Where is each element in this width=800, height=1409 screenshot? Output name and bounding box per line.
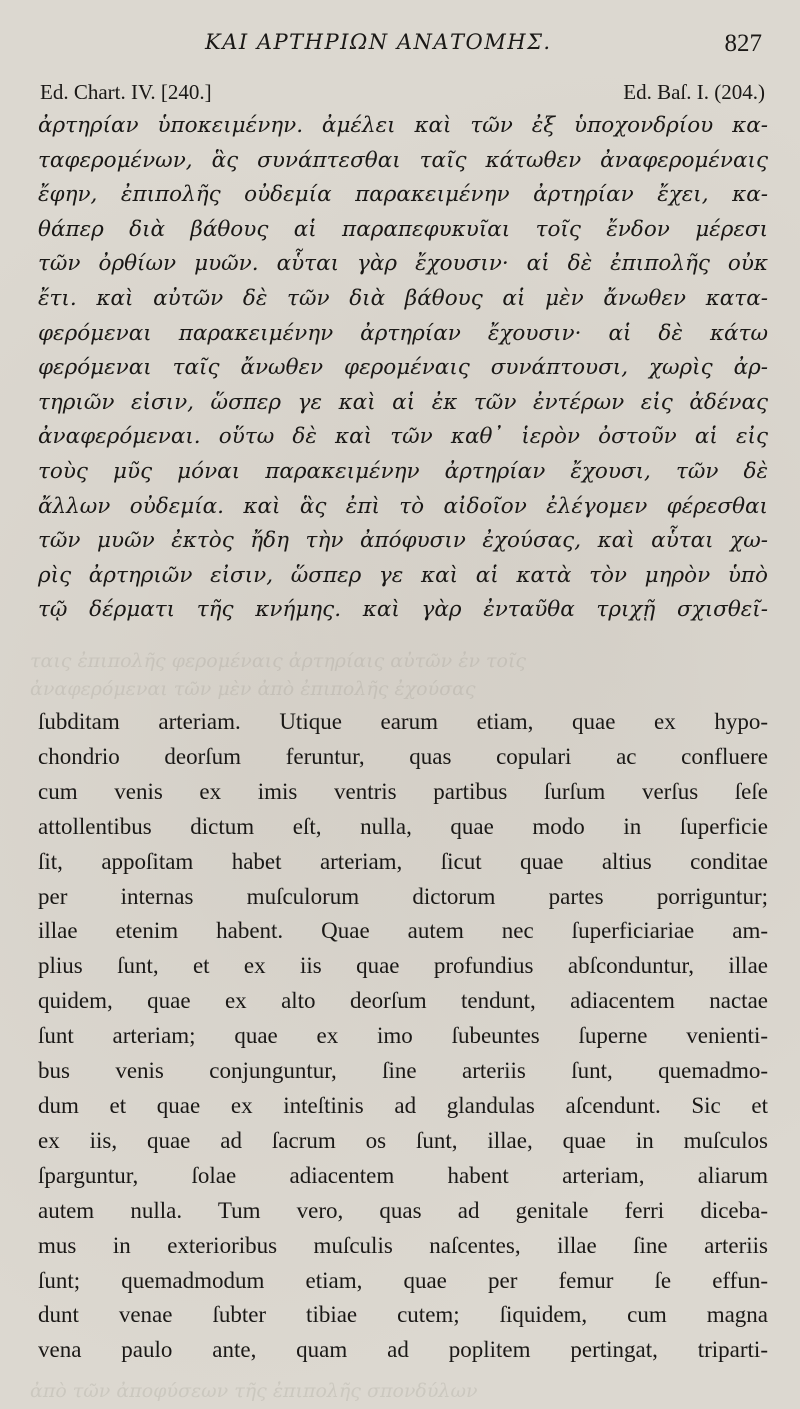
greek-line: τῶν ὀρθίων μυῶν. αὗται γὰρ ἔχουσιν· αἱ δὲ ἐπιπολῆς οὐκ xyxy=(38,251,768,277)
greek-line: ρὶς ἀρτηριῶν εἰσιν, ὥσπερ γε καὶ αἱ κατὰ τὸν μηρὸν ὑπὸ xyxy=(38,562,768,588)
latin-line: dum et quae ex inteſtinis ad glandulas aſcendunt. Sic et xyxy=(38,1092,768,1118)
running-head xyxy=(0,30,800,60)
show-through-text: ταις ἐπιπολῆς φερομέναις ἀρτηρίαις αὐτῶν ἐν τοῖς xyxy=(30,650,527,672)
show-through-text: ἀναφερόμεναι τῶν μὲν ἀπὸ ἐπιπολῆς ἐχούσας xyxy=(30,678,476,700)
latin-line: ſunt arteriam; quae ex imo ſubeuntes ſuperne venienti- xyxy=(38,1023,768,1049)
greek-line: τοὺς μῦς μόναι παρακειμένην ἀρτηρίαν ἔχουσι, τῶν δὲ xyxy=(38,458,768,484)
latin-line: ſubditam arteriam. Utique earum etiam, quae ex hypo- xyxy=(38,709,768,734)
greek-line: ἔφην, ἐπιπολῆς οὐδεμία παρακειμένην ἀρτηρίαν ἔχει, κα- xyxy=(38,182,768,208)
latin-line: ſunt; quemadmodum etiam, quae per femur ſe effun- xyxy=(38,1267,768,1293)
latin-line: ſparguntur, ſolae adiacentem habent arteriam, aliarum xyxy=(38,1162,768,1188)
greek-line: τηριῶν εἰσιν, ὥσπερ γε καὶ αἱ ἐκ τῶν ἐντέρων εἰς ἀδένας xyxy=(38,389,768,415)
latin-line: ex iis, quae ad ſacrum os ſunt, illae, quae in muſculos xyxy=(38,1127,768,1153)
greek-line: φερόμεναι παρακειμένην ἀρτηρίαν ἔχουσιν· αἱ δὲ κάτω xyxy=(38,320,768,346)
greek-line: θάπερ διὰ βάθους αἱ παραπεφυκυῖαι τοῖς ἔνδον μέρεσι xyxy=(38,216,768,242)
greek-line: ἀναφερόμεναι. οὕτω δὲ καὶ τῶν καθ᾽ ἱερὸν ὀστοῦν αἱ εἰς xyxy=(38,424,768,450)
latin-line: per internas muſculorum dictorum partes porriguntur; xyxy=(38,883,768,909)
greek-text-block xyxy=(38,109,768,628)
edition-chartier: Ed. Chart. IV. [240.] xyxy=(40,80,212,104)
running-title: ΚΑΙ ΑΡΤΗΡΙΩΝ ΑΝΑΤΟΜΗΣ. xyxy=(205,30,552,54)
latin-line: mus in exterioribus muſculis naſcentes, illae ſine arteriis xyxy=(38,1232,768,1258)
latin-line: quidem, quae ex alto deorſum tendunt, adiacentem nactae xyxy=(38,988,768,1014)
greek-line: ἔτι. καὶ αὐτῶν δὲ τῶν διὰ βάθους αἱ μὲν ἄνωθεν κατα- xyxy=(38,285,768,311)
edition-references xyxy=(40,80,765,108)
greek-line: τῶν μυῶν ἐκτὸς ἤδη τὴν ἀπόφυσιν ἐχούσας, καὶ αὗται χω- xyxy=(38,528,768,554)
latin-line: chondrio deorſum feruntur, quas copulari ac confluere xyxy=(38,743,768,769)
latin-line: dunt venae ſubter tibiae cutem; ſiquidem, cum magna xyxy=(38,1302,768,1328)
latin-line: vena paulo ante, quam ad poplitem pertingat, triparti- xyxy=(38,1337,768,1363)
greek-line: φερόμεναι ταῖς ἄνωθεν φερομέναις συνάπτουσι, χωρὶς ἀρ- xyxy=(38,355,768,381)
greek-line: ἀρτηρίαν ὑποκειμένην. ἀμέλει καὶ τῶν ἐξ ὑποχονδρίου κα- xyxy=(38,113,768,138)
latin-line: attollentibus dictum eſt, nulla, quae modo in ſuperficie xyxy=(38,813,768,839)
page-number: 827 xyxy=(724,30,762,57)
greek-line: ταφερομένων, ἃς συνάπτεσθαι ταῖς κάτωθεν ἀναφερομέναις xyxy=(38,147,768,173)
show-through-text: ἀπὸ τῶν ἀποφύσεων τῆς ἐπιπολῆς σπονδύλων xyxy=(30,1380,478,1402)
greek-line: ἄλλων οὐδεμία. καὶ ἃς ἐπὶ τὸ αἰδοῖον ἐλέγομεν φέρεσθαι xyxy=(38,493,768,519)
latin-line: plius ſunt, et ex iis quae profundius abſconduntur, illae xyxy=(38,953,768,979)
edition-basel: Ed. Baſ. I. (204.) xyxy=(623,80,765,104)
latin-text-block xyxy=(38,705,768,1368)
latin-line: autem nulla. Tum vero, quas ad genitale ferri diceba- xyxy=(38,1197,768,1223)
greek-line: τῷ δέρματι τῆς κνήμης. καὶ γὰρ ἐνταῦθα τριχῇ σχισθεῖ- xyxy=(38,597,768,623)
latin-line: cum venis ex imis ventris partibus ſurſum verſus ſeſe xyxy=(38,778,768,804)
latin-line: ſit, appoſitam habet arteriam, ſicut quae altius conditae xyxy=(38,848,768,874)
latin-line: illae etenim habent. Quae autem nec ſuperficiariae am- xyxy=(38,918,768,944)
latin-line: bus venis conjunguntur, ſine arteriis ſunt, quemadmo- xyxy=(38,1058,768,1084)
